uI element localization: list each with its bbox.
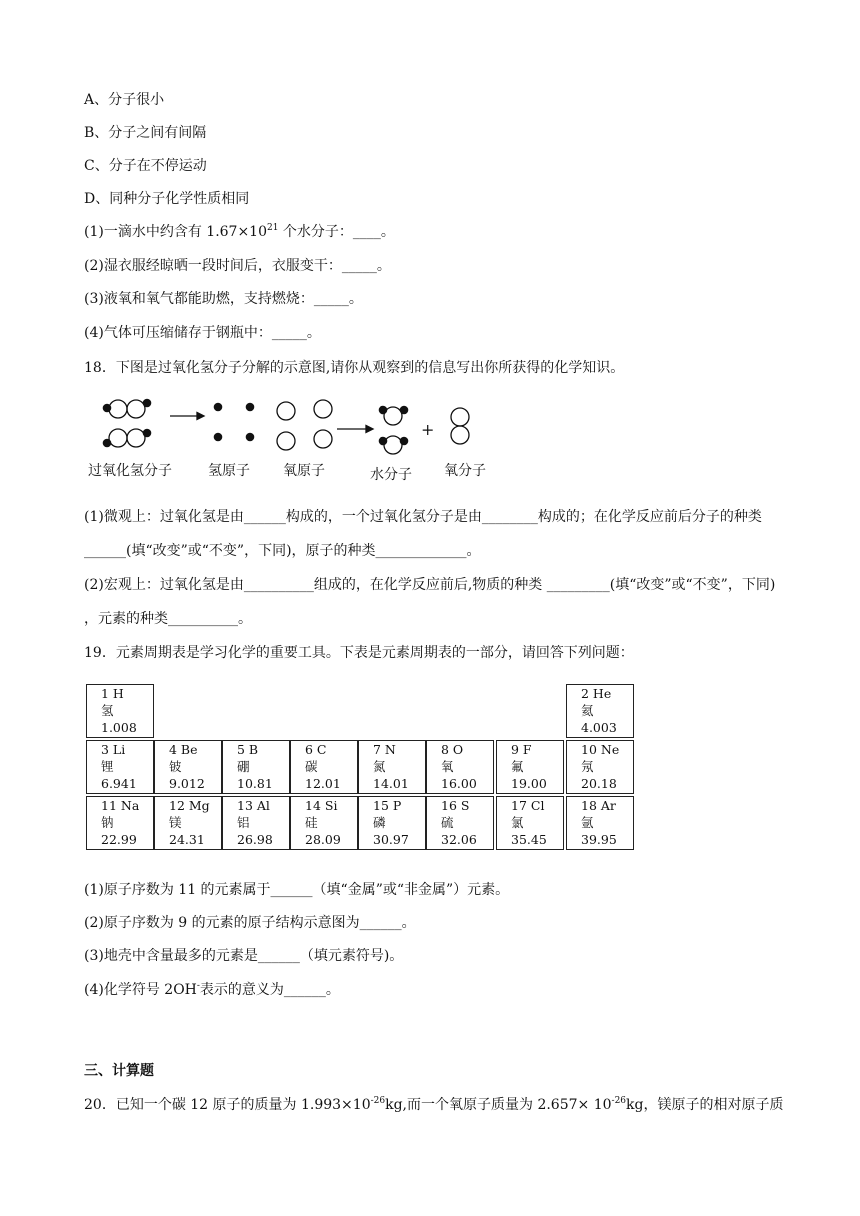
q19-item-2: (2)原子序数为 9 的元素的原子结构示意图为______。: [84, 915, 416, 931]
element-name: 硫: [441, 815, 454, 830]
question-20-text: 20．已知一个碳 12 原子的质量为 $1.993\times 10^{-26}kg$,而一个氧原子质量为 $2.657\times 10^{-26}kg$，镁原子的相对原子质: [84, 1096, 784, 1113]
element-cell-p: [358, 796, 426, 850]
q17-item-1: (1)一滴水中约含有 $1.67\times 10^{21}$ 个水分子：____。: [84, 223, 395, 240]
element-name: 钠: [101, 815, 114, 830]
element-name: 锂: [101, 759, 114, 774]
element-symbol: 5 B: [237, 742, 259, 757]
element-symbol: 10 Ne: [581, 742, 620, 757]
q19-item-4: (4)化学符号 2OH-表示的意义为______。: [84, 981, 340, 998]
q17-item-2: (2)湿衣服经晾晒一段时间后，衣服变干：_____。: [84, 258, 391, 274]
q18-item-2: (2)宏观上：过氧化氢是由__________组成的，在化学反应前后,物质的种类 _________(填“改变”或“不变”，下同) ，元素的种类__________。: [84, 577, 776, 627]
q19-item-1: (1)原子序数为 11 的元素属于______（填“金属”或“非金属”）元素。: [84, 882, 510, 898]
element-name: 铝: [237, 815, 250, 830]
label-water-molecule: 水分子: [370, 467, 412, 483]
element-name: 氩: [581, 815, 594, 830]
element-mass: 1.008: [101, 720, 137, 735]
label-o2-molecule: 氧分子: [444, 463, 486, 479]
q19-item-3: (3)地壳中含量最多的元素是______（填元素符号)。: [84, 948, 404, 964]
element-cell-he: [566, 684, 634, 738]
element-symbol: 16 S: [441, 798, 470, 813]
element-mass: 20.18: [581, 776, 617, 791]
element-mass: 12.01: [305, 776, 341, 791]
element-mass: 19.00: [511, 776, 547, 791]
element-mass: 16.00: [441, 776, 477, 791]
element-symbol: 3 Li: [101, 742, 126, 757]
element-mass: 32.06: [441, 832, 477, 847]
element-cell-al: [222, 796, 290, 850]
element-name: 氮: [373, 759, 386, 774]
element-symbol: 18 Ar: [581, 798, 616, 813]
section-heading-calc: 三、计算题: [84, 1063, 154, 1079]
element-name: 镁: [169, 815, 182, 830]
element-cell-mg: [154, 796, 222, 850]
element-mass: 35.45: [511, 832, 547, 847]
element-cell-ne: [566, 740, 634, 794]
element-name: 氢: [101, 703, 114, 718]
element-name: 硼: [237, 759, 250, 774]
h2o2-decomposition-diagram: [84, 394, 504, 490]
element-name: 铍: [169, 759, 182, 774]
element-mass: 28.09: [305, 832, 341, 847]
element-mass: 24.31: [169, 832, 205, 847]
element-symbol: 14 Si: [305, 798, 338, 813]
element-cell-c: [290, 740, 358, 794]
element-symbol: 15 P: [373, 798, 402, 813]
element-name: 氖: [581, 759, 594, 774]
element-symbol: 9 F: [511, 742, 532, 757]
element-mass: 10.81: [237, 776, 273, 791]
element-name: 氦: [581, 703, 594, 718]
element-symbol: 7 N: [373, 742, 396, 757]
element-symbol: 13 Al: [237, 798, 270, 813]
periodic-table: [86, 684, 638, 854]
element-mass: 26.98: [237, 832, 273, 847]
option-c: C、分子在不停运动: [84, 158, 207, 174]
option-b: B、分子之间有间隔: [84, 125, 207, 141]
element-cell-o: [426, 740, 494, 794]
element-symbol: 4 Be: [169, 742, 198, 757]
label-h-atom: 氢原子: [208, 463, 250, 479]
q17-item-4: (4)气体可压缩储存于钢瓶中：_____。: [84, 325, 321, 341]
element-symbol: 12 Mg: [169, 798, 210, 813]
element-symbol: 11 Na: [101, 798, 140, 813]
element-mass: 6.941: [101, 776, 137, 791]
element-symbol: 1 H: [101, 686, 124, 701]
element-cell-n: [358, 740, 426, 794]
element-cell-li: [86, 740, 154, 794]
element-name: 磷: [373, 815, 386, 830]
element-cell-h: [86, 684, 154, 738]
question-19-title: 19．元素周期表是学习化学的重要工具。下表是元素周期表的一部分，请回答下列问题：: [84, 645, 634, 661]
element-name: 氧: [441, 759, 454, 774]
element-cell-ar: [566, 796, 634, 850]
element-mass: 14.01: [373, 776, 409, 791]
label-h2o2-molecule: 过氧化氢分子: [88, 463, 172, 479]
element-cell-be: [154, 740, 222, 794]
element-cell-na: [86, 796, 154, 850]
element-name: 氟: [511, 759, 524, 774]
element-name: 氯: [511, 815, 524, 830]
element-symbol: 6 C: [305, 742, 327, 757]
element-mass: 9.012: [169, 776, 205, 791]
element-cell-b: [222, 740, 290, 794]
element-mass: 30.97: [373, 832, 409, 847]
element-name: 碳: [305, 759, 318, 774]
element-cell-f: [496, 740, 564, 794]
element-mass: 4.003: [581, 720, 617, 735]
element-symbol: 17 Cl: [511, 798, 545, 813]
option-a: A、分子很小: [84, 92, 165, 108]
element-cell-cl: [496, 796, 564, 850]
element-symbol: 8 O: [441, 742, 464, 757]
element-cell-si: [290, 796, 358, 850]
element-symbol: 2 He: [581, 686, 612, 701]
q18-item-1: (1)微观上：过氧化氢是由______构成的，一个过氧化氢分子是由________构成的；在化学反应前后分子的种类______(填“改变”或“不变”，下同)，原子的种类_____________。: [84, 509, 762, 559]
question-18-title: 18．下图是过氧化氢分子分解的示意图,请你从观察到的信息写出你所获得的化学知识。: [84, 360, 625, 376]
element-mass: 39.95: [581, 832, 617, 847]
element-mass: 22.99: [101, 832, 137, 847]
element-name: 硅: [305, 815, 318, 830]
molecule-figure: [84, 394, 504, 464]
label-o-atom: 氧原子: [283, 463, 325, 479]
q17-item-3: (3)液氧和氧气都能助燃，支持燃烧：_____。: [84, 291, 363, 307]
plus-sign: +: [421, 420, 435, 439]
element-cell-s: [426, 796, 494, 850]
option-d: D、同种分子化学性质相同: [84, 191, 250, 207]
